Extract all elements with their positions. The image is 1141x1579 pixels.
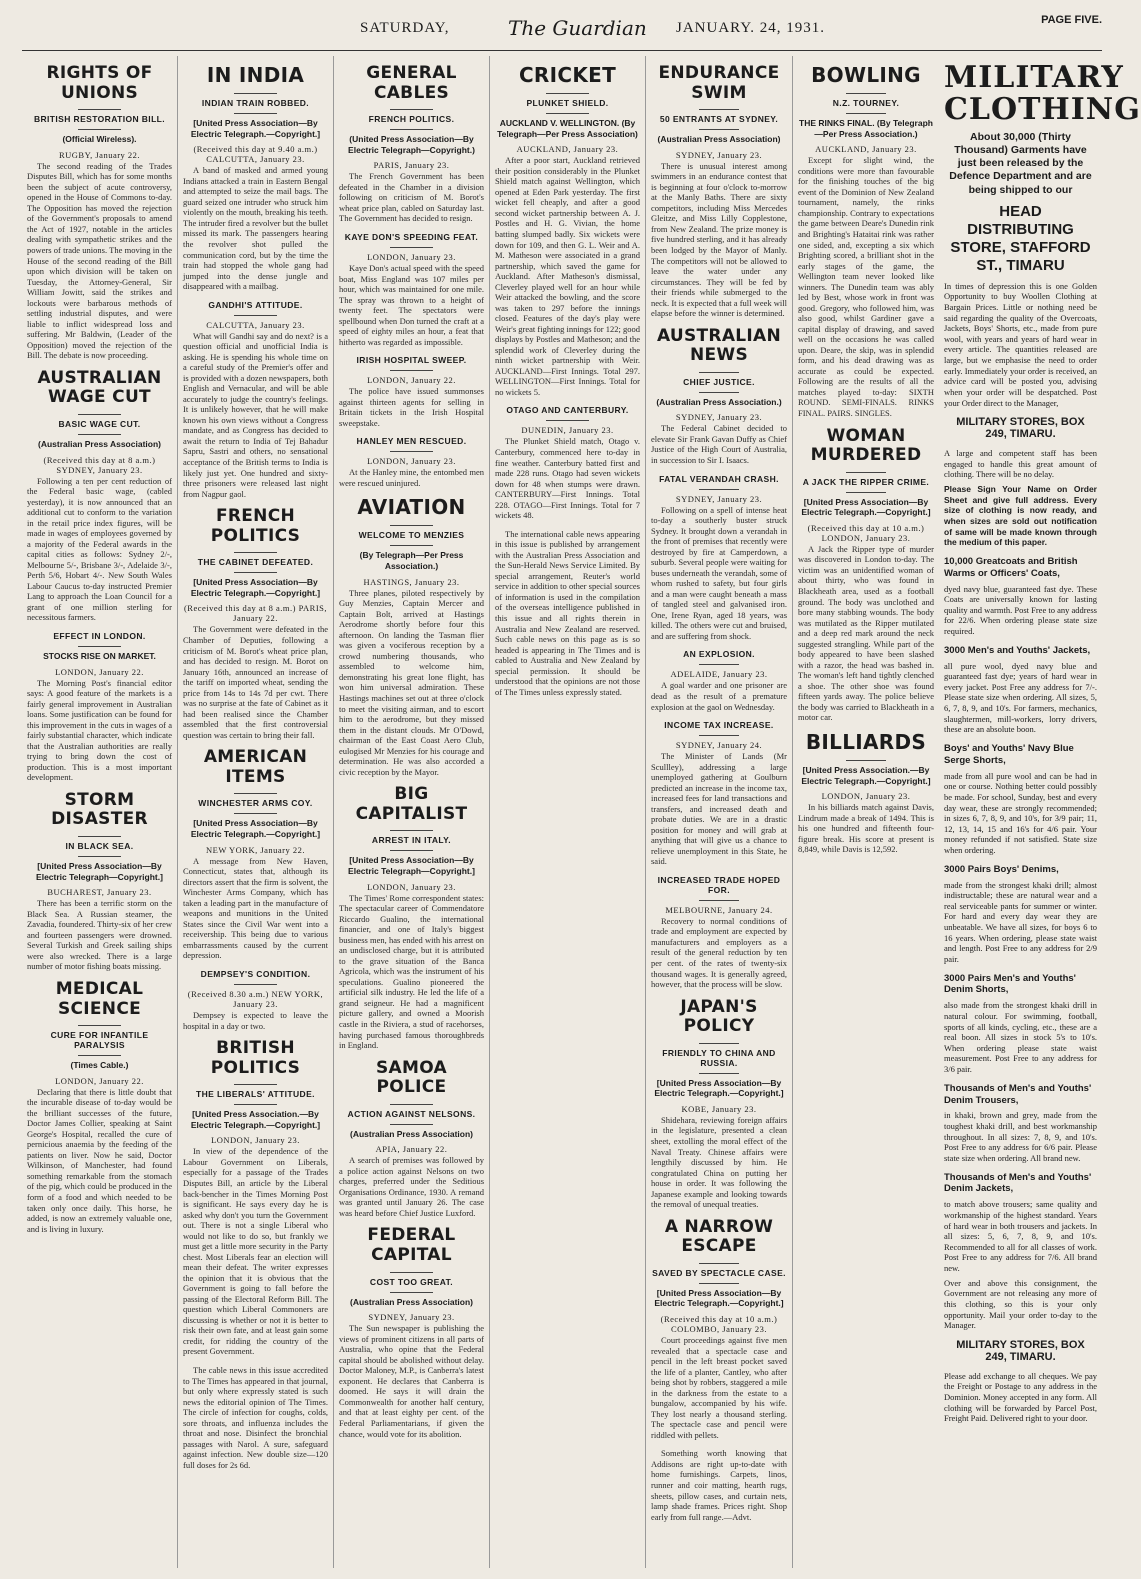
headline-rule	[390, 109, 434, 110]
article-subheading: WELCOME TO MENZIES	[358, 530, 465, 541]
advert-closing: Over and above this consignment, the Government are not releasing any more of this clothing, so this is your only opportunity. Mail your order to-day to the Manager.	[944, 1277, 1097, 1331]
headline-rule	[390, 1104, 434, 1105]
article-dateline: SYDNEY, January 23.	[368, 1312, 455, 1323]
headline-rule	[234, 572, 278, 573]
article	[339, 355, 484, 428]
article-dateline: PARIS, January 23.	[373, 160, 450, 171]
article-source: [United Press Association—By Electric Telegraph.—Copyright.]	[190, 818, 321, 840]
headline-rule	[234, 552, 278, 553]
advert-store: HEAD DISTRIBUTING STORE, STAFFORD ST., TIMARU	[950, 202, 1091, 274]
advert-item-text: made from the strongest khaki drill; almost indistructable; these are natural wear and a real serviceable pants for summer or winter. For hard and every day wear they are unbeatable. We have all sizes, for boys 6 to 16 years. When ordering, please state waist and length. Post Free to any address for 2/9 pair.	[944, 879, 1097, 964]
advert-item-title: Thousands of Men's and Youths' Denim Jackets,	[944, 1171, 1092, 1195]
article-body: Three planes, piloted respectively by Guy Menzies, Captain Mercer and Captain Bolt, arrived at Hastings Aerodrome shortly before four this afternoon. On landing the Tasman flier was given a vociferous reception by a crowd numbering thousands, who assembled to welcome him, demonstrating his great lone flight, has won him universal admiration. These Hastings machines set out at three o'clock to meet the visiting airman, and to escort him to the aerodrome, but they missed them in the distant clouds. Mr O'Dowd, chairman of the East Coast Aero Club, eulogised Mr Menzies for his courage and determination. He was also accorded a civic reception by the Mayor.	[339, 587, 484, 777]
advert-item-title: 3000 Men's and Youths' Jackets,	[944, 644, 1091, 656]
article-subheading: A JACK THE RIPPER CRIME.	[802, 476, 930, 487]
article-source: [United Press Association—By Electric Telegraph—Copyright.]	[36, 861, 163, 882]
headline-rule	[846, 472, 887, 473]
article	[798, 427, 934, 723]
article-body: The Morning Post's financial editor says: A good feature of the markets is a fairly general improvement in Australian loans. Some justification can be found for this improvement in the cuts in wages of a fairly substantial character, which indicate that the Australian authorities are really trying to bring down the cost of production. This is a most important development.	[27, 677, 172, 783]
headline-rule	[78, 434, 122, 435]
article	[27, 980, 172, 1234]
headline-rule	[390, 545, 434, 546]
article-body: Shidehara, reviewing foreign affairs in the legislature, presented a clean sheet, extolling the moral effect of the Naval Treaty. Chinese affairs were lengthily discussed by him. He congratulated China on putting her house in order. It was following the Japanese example and looking towards the removal of unequal treaties.	[651, 1114, 787, 1210]
article-dateline: SYDNEY, January 23.	[675, 493, 763, 504]
article	[339, 496, 484, 777]
news-column	[646, 56, 793, 1568]
article-subheading: FRENCH POLITICS.	[368, 114, 455, 125]
article-headline: AUSTRALIAN NEWS	[656, 325, 782, 366]
news-column	[490, 56, 646, 1568]
article-source: (Australian Press Association.)	[656, 396, 782, 407]
article-source: [United Press Association—By Electric Telegraph.—Copyright.]	[190, 118, 321, 139]
article-body: The cable news in this issue accredited to The Times has appeared in that journal, but only where expressly stated is such news the editorial opinion of The Times. The circle of infection for coughs, colds, sore throats, and influenza includes the throat and nose. Disinfect the bronchial passages with Narol. A sure, safeguard against infection. New double size—120 full doses for 2s 6d.	[183, 1365, 328, 1470]
article-source: (By Telegraph—Per Press Association.)	[359, 550, 464, 572]
article-source: (Australian Press Association)	[350, 1296, 473, 1307]
article-subheading: AN EXPLOSION.	[683, 649, 755, 660]
article-dateline: BUCHAREST, January 23.	[47, 887, 152, 898]
advert-items	[944, 556, 1097, 1274]
headline-rule	[699, 392, 740, 393]
article-source: (Official Wireless).	[62, 134, 137, 145]
advert-lead: About 30,000 (Thirty Thousand) Garments have just been released by the Defence Department and are being shipped to our	[949, 131, 1092, 196]
article	[651, 720, 787, 867]
article-dateline: (Received this day at 8 a.m.) SYDNEY, January 23.	[43, 454, 156, 475]
article	[27, 631, 172, 783]
article-dateline: (Received 8.30 a.m.) NEW YORK, January 23.	[187, 988, 324, 1009]
article	[183, 969, 328, 1031]
article-subheading: DEMPSEY'S CONDITION.	[200, 968, 311, 979]
advert-column	[939, 56, 1141, 1568]
article	[339, 436, 484, 488]
article	[651, 474, 787, 642]
headline-rule	[699, 900, 740, 901]
article-subheading: N.Z. TOURNEY.	[832, 98, 900, 108]
article	[651, 327, 787, 466]
article	[495, 405, 640, 520]
article-headline: MEDICAL SCIENCE	[55, 978, 144, 1019]
article	[339, 785, 484, 1050]
article-source: (Times Cable.)	[70, 1060, 129, 1071]
headline-rule	[390, 830, 434, 831]
article-dateline: (Received this day at 8 a.m.) PARIS, January 22.	[183, 603, 328, 624]
article-body: Recovery to normal conditions of trade and employment are expected by manufacturers and employers as a result of the general reduction by ten per cent. of the rates of twenty-six thousand wages. It is generally agreed, however, that the process will be slow.	[651, 915, 787, 990]
article	[651, 875, 787, 990]
article-body: The police have issued summonses against thirteen agents for selling in Britain tickets in the Irish Hospital sweepstake.	[339, 386, 484, 428]
article-body: Declaring that there is little doubt that the incurable disease of to-day would be the brilliant successes of the future, Doctor James Collier, speaking at Saint George's Hospital, recalled the cure of pernicious anaemia by the feeding of the patients on liver. Now he said, Doctor Wilkinson, of Manchester, had found something remarkable from the stomach of the pig, which could be produced in the form of a food and which needed to be taken only once daily. This horse, he added, is now an extremely valuable one, and is living in luxury.	[27, 1086, 172, 1234]
advert-address-repeat: MILITARY STORES, BOX 249, TIMARU.	[956, 1338, 1085, 1363]
article-subheading: INCREASED TRADE HOPED FOR.	[657, 874, 781, 895]
headline-rule	[699, 1263, 740, 1264]
article-headline: AUSTRALIAN WAGE CUT	[37, 367, 162, 408]
article-subheading: THE CABINET DEFEATED.	[197, 557, 314, 568]
article-dateline: SYDNEY, January 23.	[675, 412, 763, 423]
headline-rule	[390, 525, 434, 526]
article-headline: A NARROW ESCAPE	[664, 1216, 774, 1257]
article-subheading: ACTION AGAINST NELSONS.	[347, 1108, 476, 1119]
article-body: At the Hanley mine, the entombed men were rescued uninjured.	[339, 467, 484, 488]
headline-rule	[699, 1073, 740, 1074]
headline-rule	[234, 1104, 278, 1105]
article-source: (Australian Press Association)	[38, 438, 161, 449]
article	[651, 1448, 787, 1522]
article-subheading: 50 ENTRANTS AT SYDNEY.	[659, 114, 779, 125]
article-body: Following a ten per cent reduction of the Federal basic wage, (cabled yesterday), it is now announced that an additional cut to conform to the variation in the retail price index figures, will be made in wages of employees governed by a majority of the Federal awards in the capital cities as follows: Sydney 2/-, Melbourne 5/-, Brisbane 3/-, Adelaide 3/-, Perth 5/6, Hobart 4/-. New South Wales Labour Caucus to-day instructed Premier Lang to approach the Loan Council for a grant of one million sterling for necessitous farmers.	[27, 475, 172, 623]
article-body: The international cable news appearing in this issue is published by arrangement with the Australian Press Association and the Sun-Herald News Service Limited. By special arrangement, Reuter's world service in addition to other special sources of information is used in the compilation of the overseas intelligence published in this issue and all rights therein in Australia and New Zealand are reserved. Such cable news on this page as is so headed is appearing in The Times and is cabled to Australia and New Zealand by special permission. It should be understood that the opinions are not those of The Times unless expressly stated.	[495, 528, 640, 697]
article-subheading: INCOME TAX INCREASE.	[664, 720, 774, 731]
article-source: THE RINKS FINAL. (By Telegraph—Per Press Association.)	[799, 118, 933, 139]
article-source: [United Press Association.—By Electric Telegraph.—Copyright.]	[801, 764, 931, 786]
article-dateline: (Received this day at 9.40 a.m.) CALCUTTA, January 23.	[193, 144, 318, 165]
article	[183, 507, 328, 740]
article-body: Something worth knowing that Addisons are right up-to-date with home furnishings. Carpets, linos, runner and coir matting, hearth rugs, sheets, pillow cases, and curtain nets, lamp shade frames. Prices right. Shop early from full range.—Advt.	[651, 1448, 787, 1522]
article	[651, 649, 787, 712]
article-subheading: BRITISH RESTORATION BILL.	[33, 114, 166, 125]
article-source: AUCKLAND V. WELLINGTON. (By Telegraph—Per Press Association)	[497, 118, 638, 139]
article	[339, 232, 484, 347]
headline-rule	[699, 109, 740, 110]
article-body: The French Government has been defeated in the Chamber in a division following on criticism of M. Borot's wheat price plan, cabled on Saturday last. The Government has decided to resign.	[339, 171, 484, 224]
headline-rule	[234, 113, 278, 114]
headline-rule	[846, 93, 887, 94]
headline-rule	[390, 1292, 434, 1293]
article-source: (United Press Association—By Electric Telegraph—Copyright.)	[348, 134, 475, 155]
headline-rule	[78, 1025, 122, 1026]
article-subheading: CURE FOR INFANTILE PARALYSIS	[50, 1030, 149, 1051]
advert-item-title: 3000 Pairs Men's and Youths' Denim Shorts,	[944, 972, 1076, 996]
news-column	[22, 56, 178, 1568]
advert-item-title: Boys' and Youths' Navy Blue Serge Shorts,	[944, 742, 1074, 766]
headline-rule	[78, 129, 122, 130]
article-body: A message from New Haven, Connecticut, states that, although its directors assert that the firm is solvent, the Winchester Arms Company, which has taken a leading part in the manufacture of weapons and munitions in the United States since the Civil War went into a receivership. This being due to various embarrassments caused by the current depression.	[183, 855, 328, 961]
article-dateline: AUCKLAND, January 23.	[516, 144, 619, 155]
article	[339, 1226, 484, 1439]
headline-rule	[234, 315, 278, 316]
article-body: The Times' Rome correspondent states: The spectacular career of Commendatore Riccardo Gualino, the international financier, and one of Italy's biggest business men, has ended with his arrest on an undisclosed charge, but it is attributed to the grave situation of the Banca Agricola, which was the instrument of his speculations. Gualino pioneered the artificial silk industry. He led the life of a grand seigneur. He had a magnificent picture gallery, and owned a Moorish castle in the Riviera, a stud of racehorses, having purchased famous thoroughbreds in England.	[339, 892, 484, 1051]
article-body: In view of the dependence of the Labour Government on Liberals, especially for a passage of the Trades Disputes Bill, an article by the Liberal back-bencher in the Times Morning Post is significant. He says every day he is asked why don't you turn the Government out. There is not a single Liberal who would not like to do so, but frankly we must get a little more security in the Party chest. Most Liberals fear an election will mean their defeat. The writer expresses the opinion that it is obvious that the Government is going to fall before the passing of the Electoral Reform Bill. The question which Liberal Commoners are discussing is whether or not it is better to risk their own fate, and at least gain some credit, for ridding the country of the present Government.	[183, 1146, 328, 1357]
headline-rule	[78, 109, 122, 110]
article-body: The Sun newspaper is publishing the views of prominent citizens in all parts of Australia, who opine that the Federal capital should be abolished without delay. Doctor Maloney, M.P., is Canberra's latest exponent. He declares that Canberra is doomed. He says it will drain the Commonwealth for another half century, and that at least eighty per cent. of the Federal Parliamentarians, if given the chance, would vote for its abolition.	[339, 1323, 484, 1439]
article-body: Except for slight wind, the conditions were more than favourable for the finishing touches of the big event of the Dominion of New Zealand tournament, namely, the rinks championship. Contrary to expectations the game between Deare's Dunedin rink and Brighting's Hataitai rink was rather one sided, and, excepting a six which Brighting scored, a brilliant shot in the early stages of the game, the Wellington team never looked like winners. The Dunedin team was ably led by Best, whose work in front was good. Gregory, who followed him, was also good, whilst Gardiner gave a capital display of drawing, and saved well on the occasions he was called upon. Deare, the skip, was in splendid form, and his dead drawing was as accurate as could be expected. Following are the results of all the matches played to-day: SIXTH ROUND. SEMI-FINALS. RINKS FINAL. PAIRS. SINGLES.	[798, 155, 934, 418]
article-body: A search of premises was followed by a police action against Nelsons on two charges, preferred under the Seditious Organisations Ordinance, 1930. A remand was granted until January 26. The case was heard before Chief Justice Luxford.	[339, 1155, 484, 1218]
article-dateline: LONDON, January 22.	[55, 666, 144, 677]
article-body: A goal warder and one prisoner are dead as the result of a premature explosion at the gaol on Wednesday.	[651, 680, 787, 712]
article-body: The Federal Cabinet decided to elevate Sir Frank Gavan Duffy as Chief Justice of the High Court of Australia, in succession to Sir I. Isaacs.	[651, 423, 787, 465]
article-headline: AVIATION	[357, 495, 466, 520]
headline-rule	[78, 1055, 122, 1056]
article-subheading: CHIEF JUSTICE.	[683, 376, 755, 387]
article-headline: BILLIARDS	[805, 729, 927, 754]
article-subheading: BASIC WAGE CUT.	[58, 418, 141, 429]
article-body: A band of masked and armed young Indians attacked a train in Eastern Bengal and attempted to seize the mail bags. The guard seized one intruder who struck him violently on the mouth, breaking his teeth. The intruder fired a revolver but the bullet missed its mark. The passengers hearing the revolver shot pulled the communication cord, but by the time the train had stopped the whole gang had jumped into the dense jungle and disappeared with a mailbag.	[183, 165, 328, 292]
article-dateline: LONDON, January 23.	[211, 1135, 300, 1146]
article-headline: CRICKET	[518, 63, 617, 87]
news-column	[178, 56, 334, 1568]
article	[183, 1039, 328, 1357]
article-headline: FEDERAL CAPITAL	[367, 1225, 456, 1266]
headline-rule	[390, 370, 434, 371]
article-dateline: CALCUTTA, January 23.	[206, 319, 305, 330]
article-source: [United Press Association—By Electric Telegraph.—Copyright.]	[801, 496, 931, 518]
article-headline: ENDURANCE SWIM	[658, 63, 780, 103]
headline-rule	[699, 664, 740, 665]
headline-rule	[234, 1084, 278, 1085]
article-headline: BRITISH POLITICS	[210, 1038, 301, 1078]
headline-rule	[846, 113, 887, 114]
article-subheading: WINCHESTER ARMS COY.	[198, 798, 313, 809]
newspaper-title: The Guardian	[508, 16, 647, 40]
news-column	[334, 56, 490, 1568]
masthead-day: SATURDAY,	[360, 20, 450, 36]
advert-item-text: all pure wool, dyed navy blue and guaranteed fast dye; years of hard wear in every jacket. Post Free any address for 7/-. Please state size when ordering. All sizes, 5, 6, 7, 8, 9, and 10's. For farmers, mechanics, slaughtermen, mill-workers, lorry drivers, these are an absolute boon.	[944, 660, 1097, 735]
article-body: The second reading of the Trades Disputes Bill, which has for some months been the subject of acute controversy, opened in the House of Commons to-day. The Opposition has moved the rejection of the Government's proposals to amend the Act of 1927, notable in the articles dealing with sympathetic strikes and the powers of trade unions. The moving in the House of the second reading of the Bill upon which division will be taken on Tuesday, the Attorney-General, Sir William Jowitt, said the strikes and lockouts were barbarous methods of settling industrial disputes, and were liable to inflict widespread loss and suffering. Mr Baldwin, (Leader of the Opposition) moved the rejection of the Bill. The debate is now proceeding.	[27, 160, 172, 361]
article-subheading: OTAGO AND CANTERBURY.	[506, 405, 629, 416]
article-headline: BIG CAPITALIST	[355, 784, 468, 824]
advert-intro: In times of depression this is one Golden Opportunity to buy Woollen Clothing at Bargain Prices. Little or nothing need be said regarding the quality of the Overcoats, Jackets, Boys' Shorts, etc., made from pure wool, with years and years of hard wear in every article. The quantities released are large, but we emphasise the need to order early. Immediately your order is received, an advice card will be posted you, advising when your order will be despatched. Post your Order direct to the Manager,	[944, 280, 1097, 408]
article-source: STOCKS RISE ON MARKET.	[43, 650, 156, 661]
article-body: The Plunket Shield match, Otago v. Canterbury, commenced here to-day in fine weather. Canterbury batted first and made 228 runs. Otago had seven wickets down for 48 when stumps were drawn. CANTERBURY—First Innings. Total 228. OTAGO—First Innings. Total for 7 wickets 48.	[495, 436, 640, 521]
advert-item-text: also made from the strongest khaki drill in natural colour. For swimming, football, sports of all kinds, cycling, etc., these are a real boon. All sizes in stock 5's to 10's. When ordering please state waist measurement. Post Free to any address for 3/6 pair.	[944, 1000, 1097, 1074]
article-subheading: INDIAN TRAIN ROBBED.	[201, 98, 310, 108]
article-subheading: KAYE DON'S SPEEDING FEAT.	[344, 232, 479, 242]
advert-address: MILITARY STORES, BOX 249, TIMARU.	[956, 416, 1085, 441]
article-dateline: LONDON, January 23.	[367, 881, 456, 892]
news-column	[793, 56, 939, 1568]
article-dateline: LONDON, January 23.	[821, 791, 911, 802]
article-body: What will Gandhi say and do next? is a question official and unofficial India is asking. He is spending his whole time on a careful study of the Premier's offer and is provided with a dozen newspapers, both English and Vernacular, and will be able accurately to judge the country's feelings. It is unlikely however, that he will make known his own views without a Congress mandate, and as Congress has decided to await the return to India of Tej Bahadur Sapru, Sastri and others, no sensational acceptance of the British terms to India is likely just yet. One hundred and sixty-three prisoners were released last night from Nagpur gaol.	[183, 330, 328, 499]
article-body: There is unusual interest among swimmers in an endurance contest that is beginning at four o'clock to-morrow at the Manly Baths. There are sixty competitors, including Miss Mercedes Gleitze, and Miss Lilly Copplestone, from New Zealand. The prize money is five hundred sterling, and it has already been lodged by the Mayor of Manly. The competitors will not be allowed to leave the water under any circumstances. They will be fed by their friends while submerged to the neck. It is expected that a full week will elapse before the winner is determined.	[651, 160, 787, 319]
headline-rule	[546, 113, 590, 114]
article-headline: AMERICAN ITEMS	[203, 747, 308, 787]
article-dateline: AUCKLAND, January 23.	[815, 144, 917, 155]
article-headline: JAPAN'S POLICY	[680, 996, 758, 1037]
article-subheading: FATAL VERANDAH CRASH.	[659, 473, 779, 484]
advert-footer: Please add exchange to all cheques. We pay the Freight or Postage to any address in the Dominion. Money accepted in any form. All clothing will be forwarded by Parcel Post, Freight Paid. Delivered right to your door.	[944, 1370, 1097, 1424]
article-source: (Australian Press Association)	[350, 1128, 473, 1139]
article-dateline: DUNEDIN, January 23.	[521, 425, 614, 436]
article-subheading: COST TOO GREAT.	[369, 1276, 454, 1287]
article-source: (Australian Press Association)	[657, 134, 781, 145]
article-dateline: NEW YORK, January 22.	[205, 844, 306, 855]
article-source: [United Press Association.—By Electric Telegraph.—Copyright.]	[190, 1109, 321, 1130]
headline-rule	[78, 836, 122, 837]
article-headline: SAMOA POLICE	[376, 1057, 447, 1098]
article-source: [United Press Association—By Electric Telegraph.—Copyright.]	[654, 1077, 784, 1099]
article-dateline: RUGBY, January 22.	[58, 149, 141, 160]
page-number: PAGE FIVE.	[1041, 14, 1102, 26]
advert-item-title: Thousands of Men's and Youths' Denim Trousers,	[944, 1082, 1092, 1106]
article-dateline: LONDON, January 22.	[367, 375, 456, 386]
article-dateline: APIA, January 22.	[375, 1144, 448, 1155]
article-headline: WOMAN MURDERED	[810, 425, 922, 466]
article-source: [United Press Association—By Electric Telegraph—Copyright.]	[348, 855, 475, 876]
headline-rule	[234, 813, 278, 814]
headline-rule	[699, 735, 740, 736]
article-body: After a poor start, Auckland retrieved their position considerably in the Plunket Shield match against Wellington, which opened at Eden Park yesterday. The first wicket fell cheaply, and after a good second wicket partnership between A. J. Postles and H. G. Vivian, the home batting slumped badly. Six wickets were down for 109, and then G. L. Weir and A. M. Matheson were associated in a grand partnership, which saved the game for Auckland. After Matheson's dismissal, Cleverley played well for an hour while Weir attacked the bowling, and the score was taken to 297 before the innings closed. Features of the day's play were Weir's great fighting innings for 122; good displays by Postles and Matheson; and the splendid work of Cleverley during the ninth wicket partnership with Weir. AUCKLAND—First Innings. Total 297. WELLINGTON—First Innings. Total for no wickets 5.	[495, 155, 640, 397]
advert-item-title: 10,000 Greatcoats and British Warms or Officers' Coats,	[944, 555, 1078, 579]
headline-rule	[699, 1043, 740, 1044]
headline-rule	[234, 93, 278, 94]
article-subheading: IRISH HOSPITAL SWEEP.	[356, 355, 467, 366]
article-source: [United Press Association—By Electric Telegraph.—Copyright.]	[654, 1287, 784, 1309]
article	[339, 1059, 484, 1219]
article	[183, 64, 328, 292]
advert-notice: Please Sign Your Name on Order Sheet and give full address. Every size of clothing is now ready, and when sizes are sold out notification of same will be made known through the medium of this paper.	[944, 484, 1097, 548]
article-dateline: HASTINGS, January 23.	[363, 576, 460, 587]
article-body: Following on a spell of intense heat to-day a southerly buster struck Sydney. It brought down a verandah in the front of premises that recently were destroyed by fire at Camperdown, a suburb. Several people were waiting for buses underneath the verandah, some of whom rushed to safety, but four girls and a man were caught beneath a mass of tangled steel and galvanised iron. One, Irene Ryan, aged 18 years, was killed. The others were cut and bruised, and are suffering from shock.	[651, 504, 787, 641]
article-body: Court proceedings against five men revealed that a spectacle case and pencil in the left breast pocket saved the life of a planter, Cantley, who after being shot by robbers, staggered a mile in the darkness from the estate to a bungalow, accompanied by his wife. They lost nearly a thousand sterling. The spectacle case and pencil were riddled with pellets.	[651, 1335, 787, 1440]
headline-rule	[699, 489, 740, 490]
article	[798, 731, 934, 855]
article	[651, 1218, 787, 1441]
article	[27, 791, 172, 972]
article-headline: RIGHTS OF UNIONS	[46, 63, 153, 103]
headline-rule	[390, 247, 434, 248]
article-body: In his billiards match against Davis, Lindrum made a break of 1494. This is his one hundred and fifteenth four-figure break. His score at present is 8,849, while Davis is 12,592.	[798, 802, 934, 855]
article	[183, 1365, 328, 1470]
article	[27, 64, 172, 361]
advert-staff: A large and competent staff has been engaged to handle this great amount of clothing. There will be no delay.	[944, 448, 1097, 480]
article-headline: FRENCH POLITICS	[210, 506, 301, 546]
headline-rule	[846, 760, 887, 761]
article	[183, 748, 328, 961]
headline-rule	[390, 451, 434, 452]
article	[183, 300, 328, 500]
article-headline: STORM DISASTER	[51, 789, 148, 830]
article-subheading: PLUNKET SHIELD.	[526, 98, 609, 108]
advert-item-text: made from all pure wool and can be had in one or course. Nothing better could possibly be made. For school, Sunday, best and every day wear, these are strongly recommended; in sizes 6, 7, 8, 9, and 10's, for 3/9 pair; 11, 12, 13, 14, 15 and 16's for 4/6 pair. Your money refunded if not satisfied. State size when ordering.	[944, 770, 1097, 855]
headline-rule	[78, 414, 122, 415]
article-dateline: SYDNEY, January 24.	[675, 740, 763, 751]
article-dateline: (Received this day at 10 a.m.) COLOMBO, January 23.	[660, 1314, 778, 1335]
advert-title: MILITARY CLOTHING	[944, 60, 1141, 127]
article-subheading: GANDHI'S ATTITUDE.	[208, 299, 303, 310]
article	[798, 64, 934, 419]
article-subheading: HANLEY MEN RESCUED.	[356, 436, 467, 447]
masthead-date: JANUARY. 24, 1931.	[676, 20, 825, 36]
article-dateline: MELBOURNE, January 24.	[665, 904, 773, 915]
headline-rule	[390, 129, 434, 130]
headline-rule	[846, 492, 887, 493]
headline-rule	[78, 856, 122, 857]
headline-rule	[699, 1283, 740, 1284]
article	[495, 64, 640, 397]
headline-rule	[234, 984, 278, 985]
headline-rule	[390, 850, 434, 851]
article-headline: GENERAL CABLES	[366, 63, 457, 103]
article-body: The Government were defeated in the Chamber of Deputies, following a criticism of M. Borot's wheat price plan, and has decided to resign. M. Borot on January 16th, announced an increase of the tariff on imported wheat, sending the price from 14s to 14s 7d per cwt. There was no surprise at the fate of Cabinet as it had been realised since the Chamber assembled that the first controversial question was certain to bring their fall.	[183, 624, 328, 740]
article-dateline: LONDON, January 22.	[55, 1075, 144, 1086]
headline-rule	[390, 1272, 434, 1273]
article	[651, 998, 787, 1210]
article-body: There has been a terrific storm on the Black Sea. A Russian steamer, the Zavadia, foundered. Thirty-six of her crew and fourteen passengers were drowned. Several Turkish and Greek sailing ships were also wrecked. There is a large number of motor fishing boats missing.	[27, 898, 172, 972]
article-dateline: SYDNEY, January 23.	[675, 149, 763, 160]
article	[27, 369, 172, 623]
article-subheading: IN BLACK SEA.	[65, 841, 134, 851]
headline-rule	[699, 129, 740, 130]
article-headline: BOWLING	[811, 63, 921, 87]
article-body: The Minister of Lands (Mr Scullley), addressing a large unemployed gathering at Goulburn predicted an increase in the income tax, increased fees for land transactions and transfers, and increased death and probate duties. We are in a drastic position for money and will grab at anything that will give us a chance to relieve unemployment in this State, he said.	[651, 751, 787, 867]
article-body: A Jack the Ripper type of murder was discovered in London to-day. The victim was an unidentified woman of about thirty, who was found in Blackheath area, used as a football ground. The body was unclothed and bore many stabbing wounds. The body was mutilated as the Ripper mutilated and a deep red mark around the neck suggested strangling. While part of the body appeared to have been slashed with a razor, the head was bashed in. The woman's left hand tightly clenched a shoe. The other shoe was found fifteen yards away. The police believe the body was carried to Blackheath in a motor car.	[798, 543, 934, 723]
headline-rule	[234, 793, 278, 794]
article-subheading: ARREST IN ITALY.	[371, 835, 452, 846]
advert-item-text: to match above trousers; same quality and workmanship of the highest standard. Years of hard wear in both trousers and jackets. In all sizes: 5, 6, 7, 8, 9, and 10's. Recommended to all for all classes of work. Post Free to any address for 7/6. All brand new.	[944, 1199, 1097, 1273]
article-source: [United Press Association—By Electric Telegraph.—Copyright.]	[190, 577, 321, 598]
advert-item-title: 3000 Pairs Boys' Denims,	[944, 863, 1059, 875]
article-subheading: EFFECT IN LONDON.	[53, 630, 146, 641]
masthead	[22, 6, 1102, 51]
article-subheading: SAVED BY SPECTACLE CASE.	[652, 1267, 786, 1278]
headline-rule	[78, 646, 122, 647]
article	[339, 64, 484, 224]
advert-item-text: dyed navy blue, guaranteed fast dye. These Coats are universally known for lasting quality and warmth. Post Free to any address for 22/6. When ordering please state size required.	[944, 583, 1097, 636]
article-dateline: ADELAIDE, January 23.	[670, 669, 768, 680]
headline-rule	[546, 93, 590, 94]
article-subheading: THE LIBERALS' ATTITUDE.	[196, 1089, 315, 1100]
article-dateline: LONDON, January 23.	[367, 252, 456, 262]
headline-rule	[546, 420, 590, 421]
article-headline: IN INDIA	[206, 63, 305, 87]
article-body: Kaye Don's actual speed with the speed boat, Miss England was 107 miles per hour, which was maintained for one mile. The spray was thrown to a height of twenty feet. The spectators were spellbound when Don turned the craft at a speed of eighty miles an hour, a feat that hitherto was regarded as impossible.	[339, 263, 484, 347]
article-dateline: (Received this day at 10 a.m.) LONDON, January 23.	[807, 522, 925, 543]
article-dateline: LONDON, January 23.	[367, 456, 456, 467]
article	[495, 529, 640, 698]
article-subheading: FRIENDLY TO CHINA AND RUSSIA.	[662, 1047, 776, 1068]
article	[651, 64, 787, 319]
headline-rule	[390, 1124, 434, 1125]
headline-rule	[699, 372, 740, 373]
article-body: Dempsey is expected to leave the hospital in a day or two.	[183, 1009, 328, 1031]
article-dateline: KOBE, January 23.	[681, 1103, 757, 1114]
advert-item-text: in khaki, brown and grey, made from the toughest khaki drill, and best workmanship throughout. In all sizes: 7, 8, 9, and 10's. Post Free to any address for 6/6 pair. Please state size when ordering. All brand new.	[944, 1110, 1097, 1163]
